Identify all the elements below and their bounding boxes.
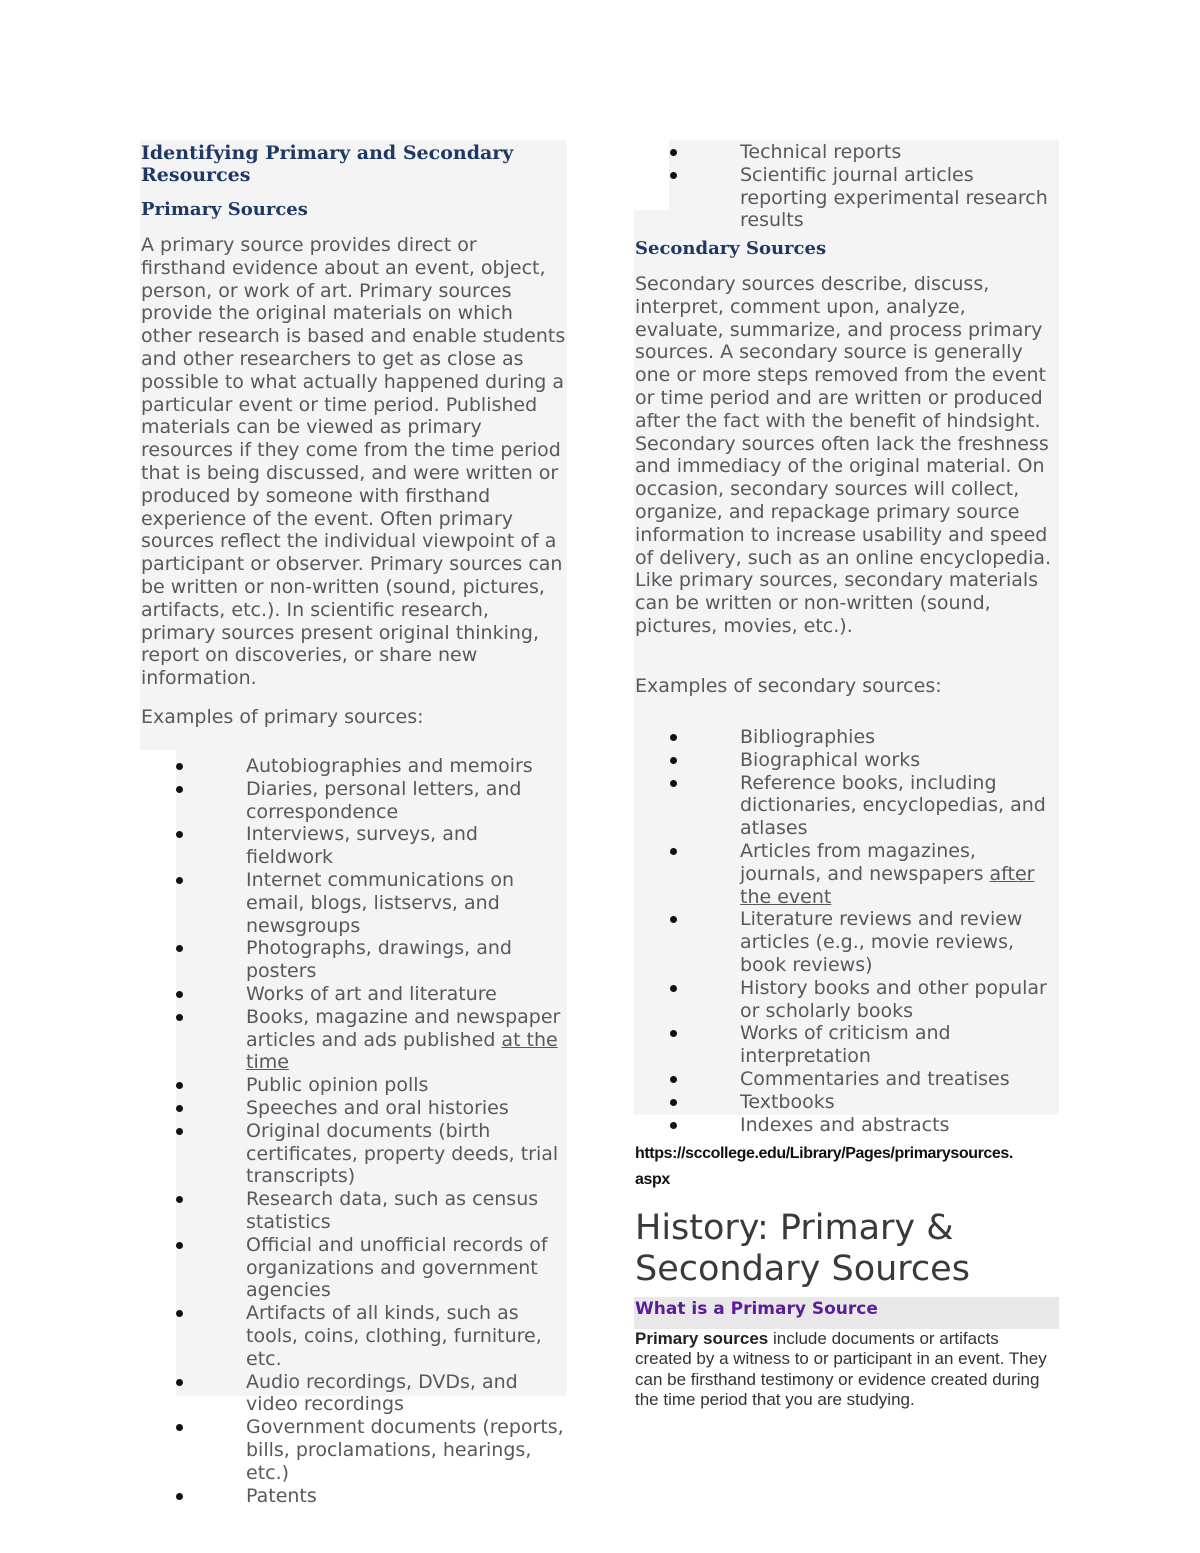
list-item: Speeches and oral histories (176, 1097, 568, 1120)
primary-sources-heading: Primary Sources (141, 199, 308, 220)
primary-sources-paragraph: A primary source provides direct or firsthand evidence about an event, object, person, or work of art. Primary sources provide the original materials on which other research is based and enable students and other researchers to get as close as possible to what actually happened during a particular event or time period. Published materials can be viewed as primary resources if they come from the time period that is being discussed, and were written or produced by someone with firsthand experience of the event. Often primary sources reflect the individual viewpoint of a participant or observer. Primary sources can be written or non-written (sound, pictures, artifacts, etc.). In scientific research, primary sources present original thinking, report on discoveries, or share new information. (141, 234, 566, 690)
list-item: Biographical works (670, 749, 1060, 772)
list-item: Diaries, personal letters, and correspondence (176, 778, 568, 824)
list-item: History books and other popular or scholarly books (670, 977, 1060, 1023)
list-item: Works of art and literature (176, 983, 568, 1006)
list-item: Government documents (reports, bills, proclamations, hearings, etc.) (176, 1416, 568, 1484)
list-item: Audio recordings, DVDs, and video recordings (176, 1371, 568, 1417)
source-url[interactable] (635, 1141, 1065, 1193)
list-item: Technical reports (670, 141, 1060, 164)
list-item: Works of criticism and interpretation (670, 1022, 1060, 1068)
history-title-line-1: History: Primary & (635, 1208, 954, 1248)
list-item (176, 1006, 568, 1074)
list-item: Photographs, drawings, and posters (176, 937, 568, 983)
source-url-line-1[interactable]: https://sccollege.edu/Library/Pages/primarysources. (635, 1145, 1013, 1162)
definition-bold-term: Primary sources (635, 1329, 769, 1348)
list-item: Research data, such as census statistics (176, 1188, 568, 1234)
after-the-event-underlined: after the event (740, 862, 1035, 908)
list-item: Artifacts of all kinds, such as tools, coins, clothing, furniture, etc. (176, 1302, 568, 1370)
at-the-time-underlined: at the time (246, 1028, 558, 1074)
secondary-examples-intro: Examples of secondary sources: (635, 675, 942, 697)
definition-text: include documents or artifacts created by a witness to or participant in an event. They can be firsthand testimony or evidence created during the time period that you are studying. (635, 1329, 1047, 1409)
secondary-examples-list (670, 726, 1060, 1136)
source-url-line-2[interactable]: aspx (635, 1171, 670, 1188)
list-item: Reference books, including dictionaries, encyclopedias, and atlases (670, 772, 1060, 840)
primary-examples-list (176, 755, 568, 1507)
list-item: Textbooks (670, 1091, 1060, 1114)
list-item: Commentaries and treatises (670, 1068, 1060, 1091)
articles-item-text: Articles from magazines, journals, and newspapers (740, 839, 990, 885)
list-item: Autobiographies and memoirs (176, 755, 568, 778)
list-item: Patents (176, 1485, 568, 1508)
list-item: Original documents (birth certificates, property deeds, trial transcripts) (176, 1120, 568, 1188)
history-title (635, 1208, 1059, 1290)
list-item: Scientific journal articles reporting experimental research results (670, 164, 1060, 232)
list-item: Bibliographies (670, 726, 1060, 749)
list-item: Interviews, surveys, and fieldwork (176, 823, 568, 869)
list-item (670, 840, 1060, 908)
continued-primary-list (670, 141, 1060, 232)
primary-examples-intro: Examples of primary sources: (141, 706, 424, 728)
what-is-primary-source-heading: What is a Primary Source (635, 1299, 878, 1319)
list-item: Internet communications on email, blogs, listservs, and newsgroups (176, 869, 568, 937)
list-item: Indexes and abstracts (670, 1114, 1060, 1137)
list-item: Official and unofficial records of organizations and government agencies (176, 1234, 568, 1302)
secondary-sources-paragraph: Secondary sources describe, discuss, interpret, comment upon, analyze, evaluate, summarize, and process primary sources. A secondary source is generally one or more steps removed from the event or time period and are written or produced after the fact with the benefit of hindsight. Secondary sources often lack the freshness and immediacy of the original material. On occasion, secondary sources will collect, organize, and repackage primary source information to increase usability and speed of delivery, such as an online encyclopedia. Like primary sources, secondary materials can be written or non-written (sound, pictures, movies, etc.). (635, 273, 1052, 637)
history-title-line-2: Secondary Sources (635, 1249, 970, 1289)
books-item-text: Books, magazine and newspaper articles and ads published (246, 1005, 561, 1051)
secondary-sources-heading: Secondary Sources (635, 238, 827, 259)
primary-source-definition (635, 1329, 1055, 1410)
list-item: Literature reviews and review articles (e.g., movie reviews, book reviews) (670, 908, 1060, 976)
list-item: Public opinion polls (176, 1074, 568, 1097)
page-title: Identifying Primary and Secondary Resources (141, 142, 514, 186)
